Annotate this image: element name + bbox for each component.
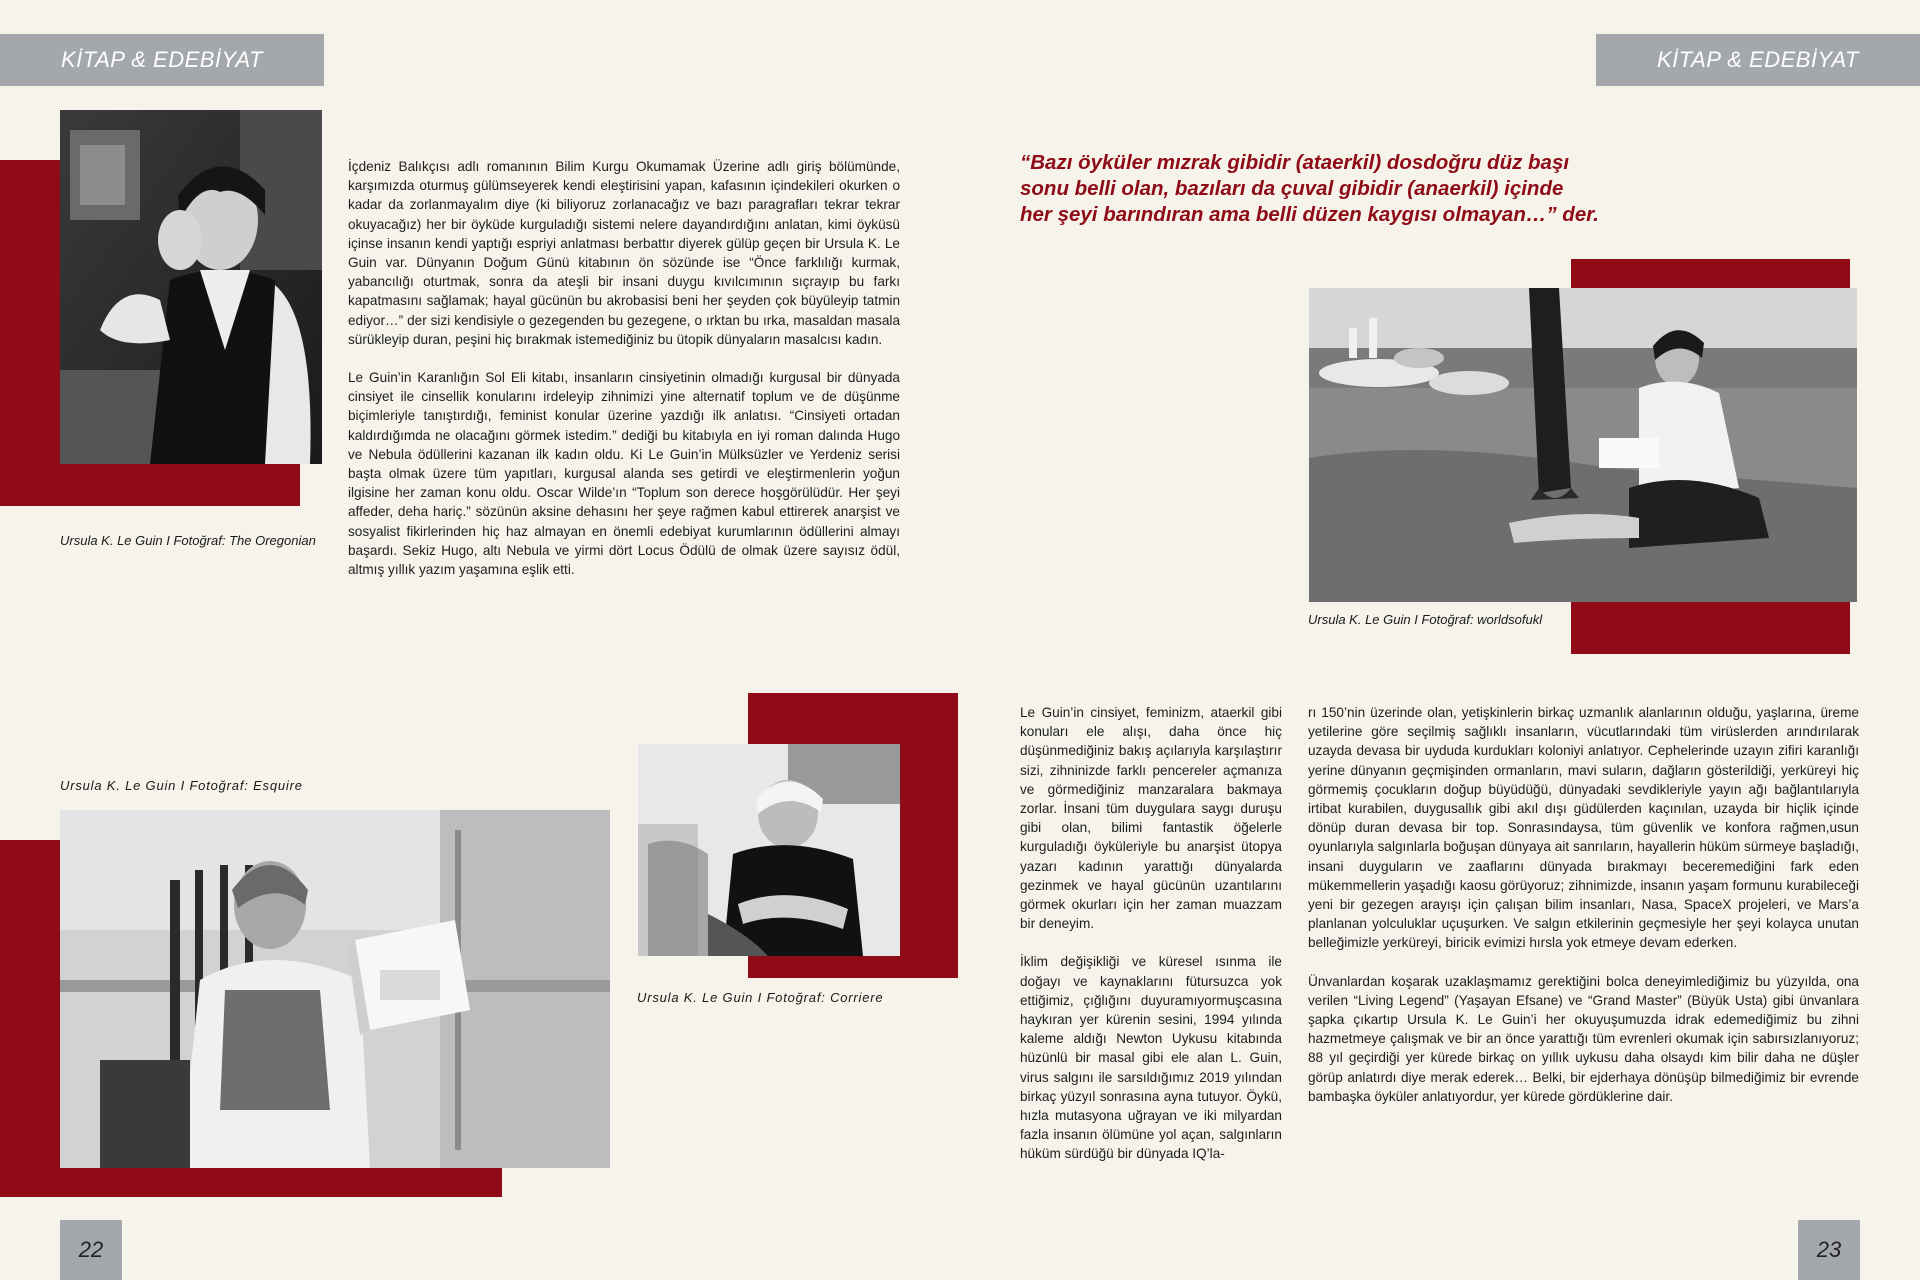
photo1-caption: Ursula K. Le Guin I Fotoğraf: The Oregonian	[60, 533, 316, 548]
right-col2-paragraph-1: rı 150’nin üzerinde olan, yetişkinlerin birkaç uzmanlık alanlarının olduğu, yaşlarına, üreme yetilerine göre seçilmiş sağlıklı insanların, vücutlarındaki tüm virüslerden arındırılarak uzayda devasa bir uyduda kurdukları koloniyi anlatıyor. Cephelerinde uzayın zifiri karanlığı yerine dünyanın geçmişinden ormanların, mavi suların, dağların gösterildiği, yerküreyi hiç görmemiş çocukların doğup büyüdüğü, dünyadaki sevdikleriyle yayın ağı bağlantılarıyla irtibat kurabilen, duygusallık gibi akıl dışı güdülerden kaçınılan, uzayda bir hiçlik içinde dönüp duran devasa bir top. Sonrasındaysa, tüm güvenlik ve konfora rağmen,usun oyunlarıyla salgınlarla boğuşan dünyaya ait sanrıların, hayallerin hüküm sürmeye başladığı, insani duyguların ve zaaflarını dünyada bırakmayı beceremediğini fark eden mükemmellerin yaşadığı kaosu görüyoruz; zihnimizde, insanın yaşam formunu kurabileceği yeni bir gezegen arayışı için çalışan bilim insanları, Nasa, SpaceX projeleri, ve Mars’a planlanan yolculuklar uçuşurken. Ve salgın etkilerinin geçmesiyle her şeyi kolayca unutan belleğimizle yerküreyi, biricik evimizi hırsla yok etmeye devam ederken.	[1308, 705, 1859, 951]
photo-worldsofukl	[1309, 288, 1857, 602]
left-article-body	[348, 157, 900, 579]
photo-corriere	[638, 744, 900, 956]
photo-oregonian	[60, 110, 322, 464]
left-paragraph-1: İçdeniz Balıkçısı adlı romanının Bilim Kurgu Okumamak Üzerine adlı giriş bölümünde, karşımızda oturmuş gülümseyerek kendi eleştirisini yapan, kafasının içindekileri okurken o kadar da zorlanmayalım diye (ki biliyoruz zorlanacağız ve bazı paragrafları tekrar tekrar okuyacağız) her bir öyküde kurguladığı sistemi nelere dayandırdığını anlatan, kimi öyküsü içinse insanın kendi yaptığı espriyi anlatması berbattır diyerek gülüp geçen bir Ursula K. Le Guin var. Dünyanın Doğum Günü kitabının ön sözünde ise “Önce farklılığı kurmak, yabancılığı oturtmak, sonra da ateşli bir insani duygu kıvılcımının sıçrayıp bu farkı kapatmasını sağlamak; hayal gücünün bu akrobasisi beni her şeyden çok büyüleyip tatmin ediyor…” der sizi kendisiyle o gezegenden bu gezegene, o ırktan bu ırka, masaldan masala sürükleyip duran, peşini hiç bırakmak istemediğiniz bu ütopik dünyaların masalcısı kadın.	[348, 159, 900, 347]
photo3-caption: Ursula K. Le Guin I Fotoğraf: Esquire	[60, 778, 303, 793]
photo4-caption: Ursula K. Le Guin I Fotoğraf: Corriere	[637, 990, 884, 1005]
right-col2-paragraph-2: Ünvanlardan koşarak uzaklaşmamız gerektiğini bolca deneyimlediğimiz bu yüzyılda, ona verilen “Living Legend” (Yaşayan Efsane) ve “Grand Master” (Büyük Usta) gibi ünvanlara şapka çıkartıp Ursula K. Le Guin’i her okuyuşumuzda idrak edemediğimiz bu zihni hazmetmeye çalışmak ve bir an önce yarattığı tüm evrenleri okumak için sabırsızlanıyoruz; 88 yıl geçirdiği yer kürede birkaç on yıllık uykusu daha olsaydı kim bilir daha ne düşler görüp anlatırdı diye merak ederek… Belki, bir ejderhaya dönüşüp bilmediğimiz bir evrende bambaşka öyküler anlatıyordur, yer kürede gördüklerine dair.	[1308, 973, 1859, 1104]
page-number-right: 23	[1798, 1220, 1860, 1280]
photo-esquire	[60, 810, 610, 1168]
left-paragraph-2: Le Guin’in Karanlığın Sol Eli kitabı, insanların cinsiyetinin olmadığı kurgusal bir dünyada cinsiyet ile cinsellik konularını irdeleyip zihnimizi yine alternatif toplum ve de düşünme biçimleriyle tanıştırdığı, feminist konular üzerine yazdığı ilk anlatısı. “Cinsiyeti ortadan kaldırdığımda ne olacağını görmek istedim.” dediği bu kitabıyla en iyi roman dalında Hugo ve Nebula ödüllerini kazanan ilk kadın oldu. Ki Le Guin’in Mülksüzler ve Yerdeniz serisi başta olmak üzere tüm yapıtları, kurgusal alanda ses getirdi ve eleştirmenlerin yoğun ilgisine her zaman konu oldu. Oscar Wilde’ın “Toplum son derece hoşgörülüdür. Her şeyi affeder, deha hariç.” sözünün aksine dehasını her şeye rağmen kabul ettirerek anarşist ve sosyalist fikirlerinden hiç haz almayan en önemli edebiyat kurumlarının ödüllerini almayı başardı. Sekiz Hugo, altı Nebula ve yirmi dört Locus Ödülü de olmak üzere sayısız ödül, altmış yıllık yazım yaşamına eşlik etti.	[348, 370, 900, 578]
page-number-left: 22	[60, 1220, 122, 1280]
section-header-right: KİTAP & EDEBİYAT	[1596, 34, 1920, 86]
right-article-col2	[1308, 703, 1859, 1106]
right-col1-paragraph-2: İklim değişikliği ve küresel ısınma ile doğayı ve kaynaklarını fütursuzca yok ettiğimiz, çığlığını duyuramıyormuşcasına haykıran yer kürenin sesini, 1994 yılında kaleme aldığı Newton Uykusu kitabında hüzünlü bir masal gibi ele alan L. Guin, virus salgını ile sarsıldığımız 2019 yılından birkaç yüzyıl sonrasına ayna tutuyor. Öykü, hızla mutasyona uğrayan ve iki milyardan fazla insanın ölümüne yol açan, salgınların hüküm sürdüğü bir dünyada IQ’la-	[1020, 954, 1282, 1162]
right-article-col1	[1020, 703, 1282, 1164]
right-col1-paragraph-1: Le Guin’in cinsiyet, feminizm, ataerkil gibi konuları ele alışı, daha önce hiç düşünmediğiniz bakış açılarıyla karşılaştırır sizi, zihninizde farklı pencereler açmanıza ve görmediğiniz manzaralara bakmaya zorlar. İnsani tüm duygulara saygı duruşu gibi olan, bilimi fantastik öğelerle kurguladığı öyküleriyle bu anarşist ütopya yazarı kadının yarattığı dünyalarda gezinmek ve hayal gücünün uzantılarını görmek okurları için her zaman muazzam bir deneyim.	[1020, 705, 1282, 932]
pull-quote: “Bazı öyküler mızrak gibidir (ataerkil) dosdoğru düz başı sonu belli olan, bazıları da çuval gibidir (anaerkil) içinde her şeyi barındıran ama belli düzen kaygısı olmayan…” der.	[1020, 151, 1599, 226]
photo2-caption: Ursula K. Le Guin I Fotoğraf: worldsofukl	[1308, 612, 1543, 627]
section-header-left: KİTAP & EDEBİYAT	[0, 34, 324, 86]
